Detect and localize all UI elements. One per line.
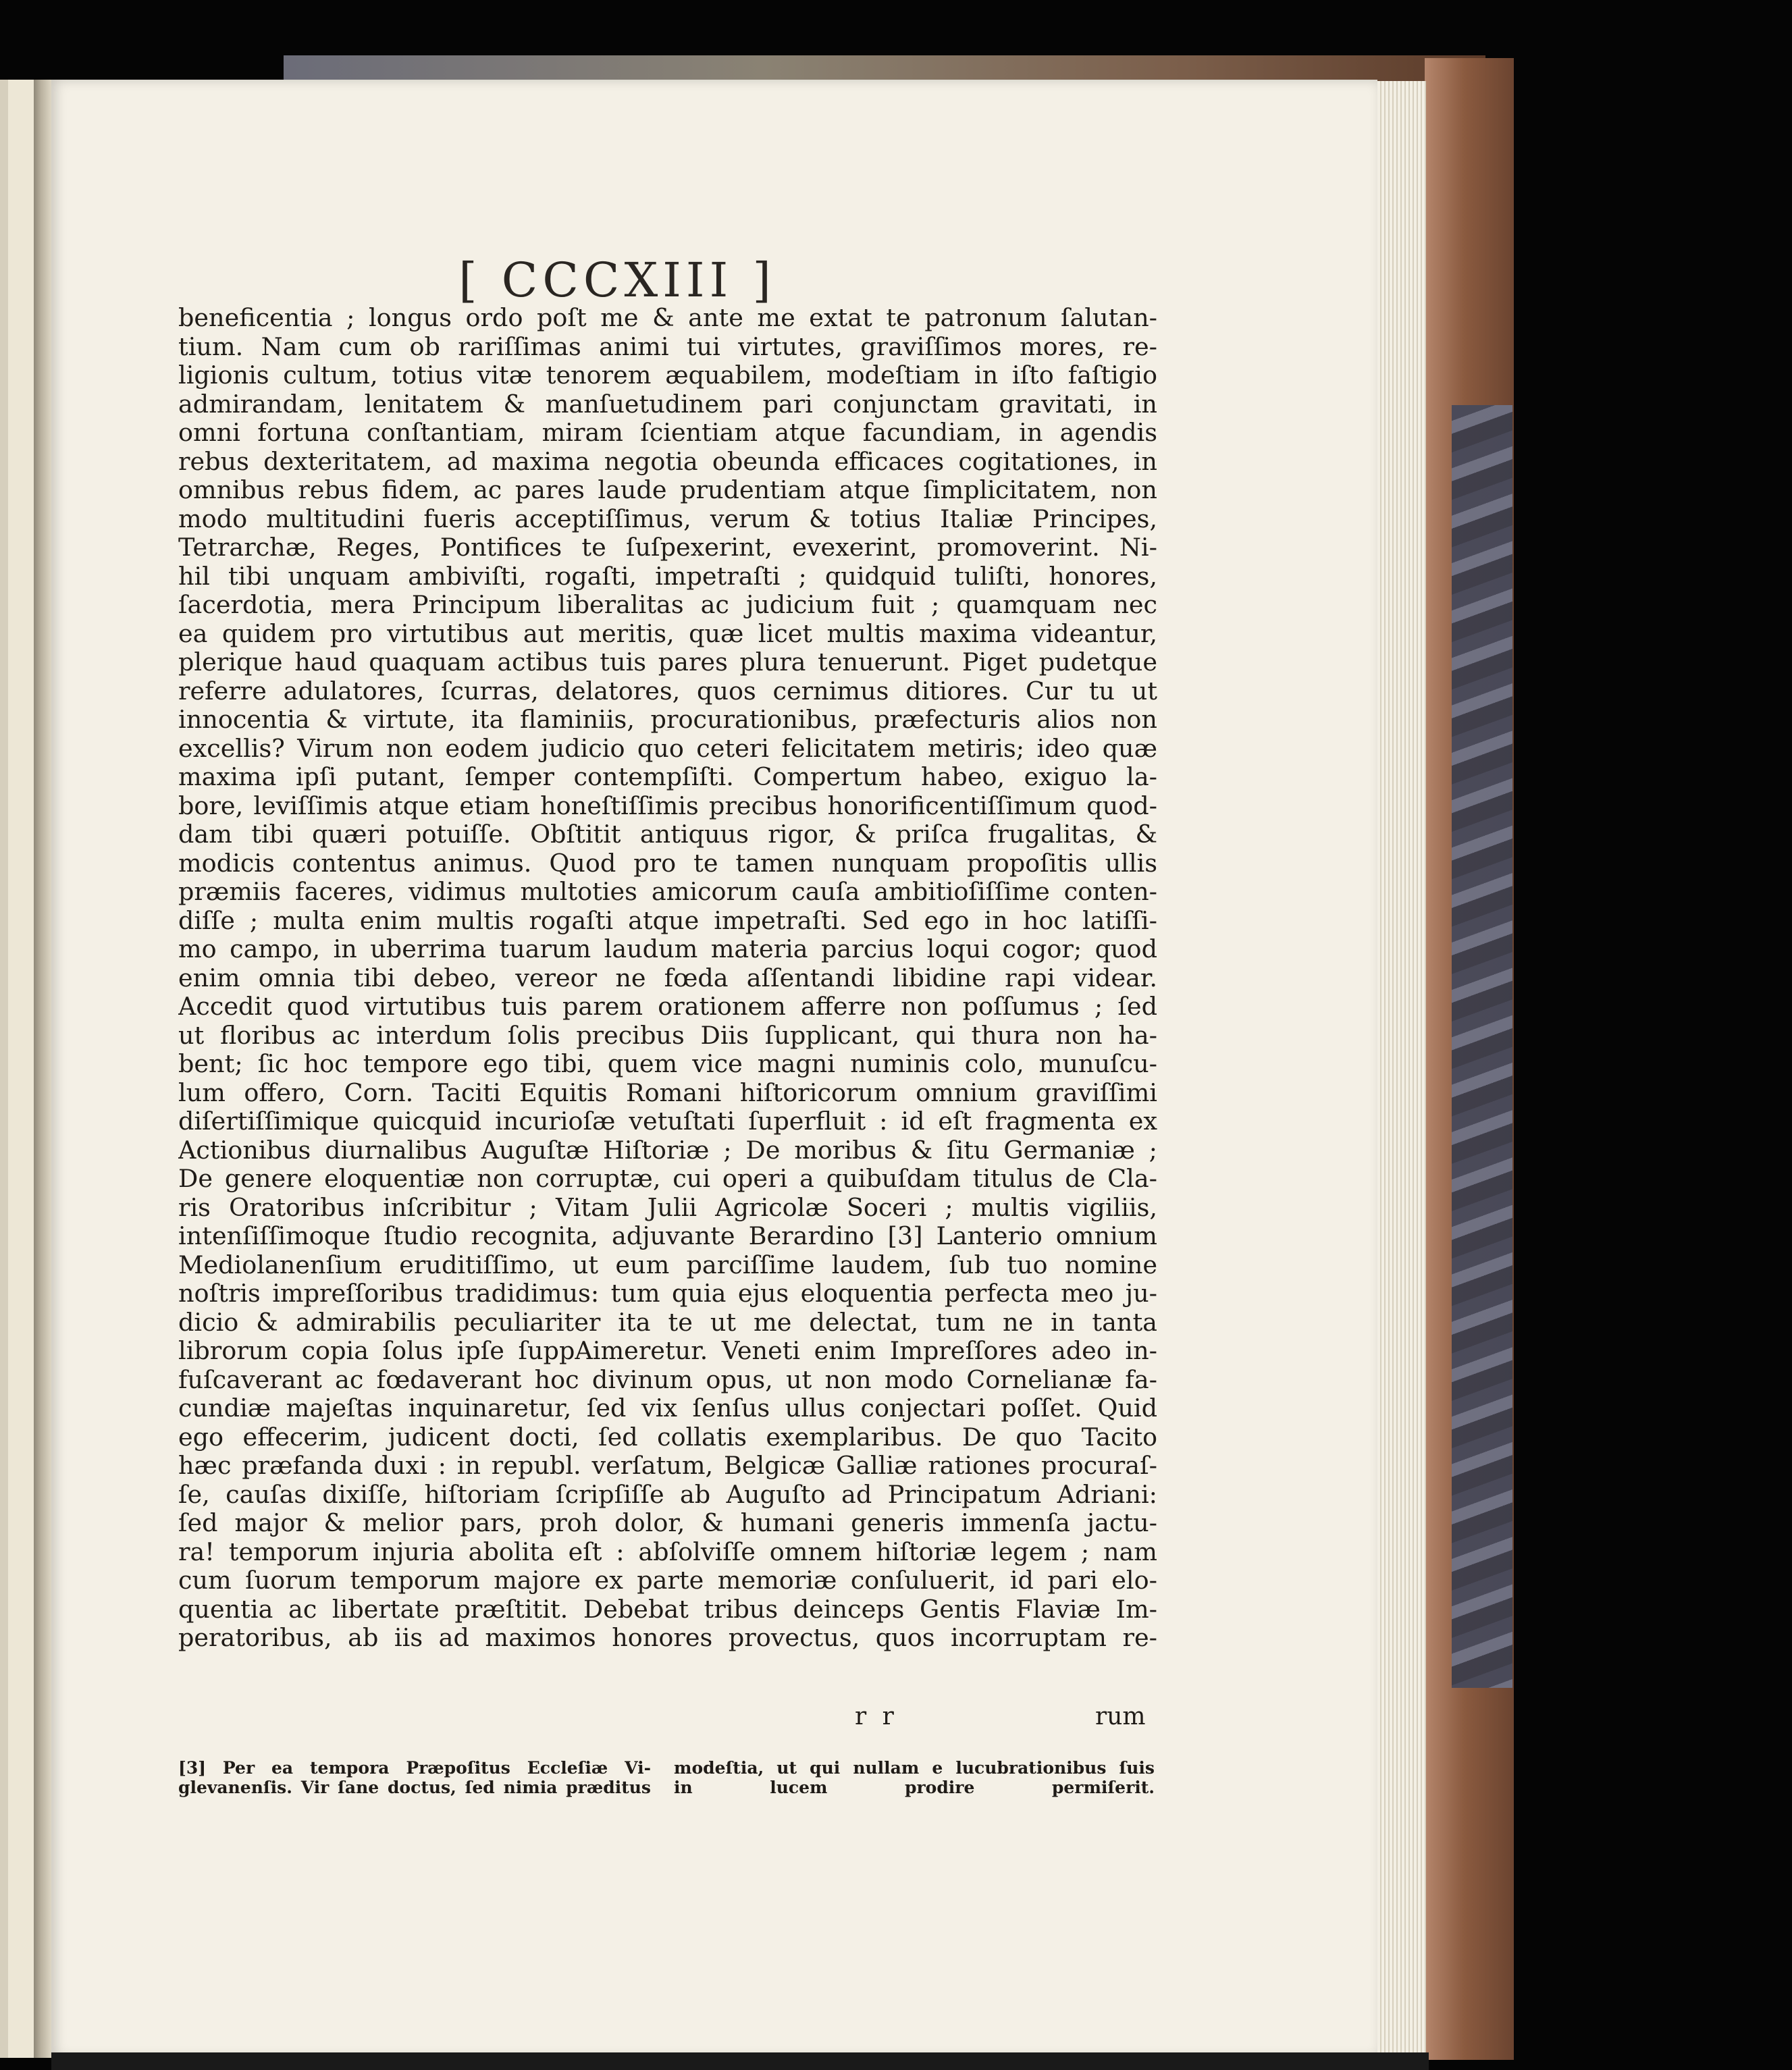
text-line: excellis? Virum non eodem judicio quo ceteri felicitatem metiris; ideo quæ (178, 734, 1157, 763)
text-line: Actionibus diurnalibus Auguſtæ Hiſtoriæ ; De moribus & ſitu Germaniæ ; (178, 1136, 1157, 1165)
text-line: ra! temporum injuria abolita eſt : abſolviſſe omnem hiſtoriæ legem ; nam (178, 1537, 1157, 1566)
footnote-left-column (178, 1758, 651, 1797)
text-line: omni fortuna conſtantiam, miram ſcientiam atque facundiam, in agendis (178, 419, 1157, 447)
text-line: ſe, cauſas dixiſſe, hiſtoriam ſcripſiſſe ab Auguſto ad Principatum Adriani: (178, 1480, 1157, 1509)
text-line: ris Oratoribus inſcribitur ; Vitam Julii Agricolæ Soceri ; multis vigiliis, (178, 1193, 1157, 1222)
text-line: De genere eloquentiæ non corruptæ, cui operi a quibuſdam titulus de Cla- (178, 1165, 1157, 1193)
text-line: ſacerdotia, mera Principum liberalitas ac judicium fuit ; quamquam nec (178, 591, 1157, 619)
text-line: enim omnia tibi debeo, vereor ne fœda aſſentandi libidine rapi videar. (178, 963, 1157, 992)
text-line: admirandam, lenitatem & manſuetudinem pari conjunctam gravitati, in (178, 390, 1157, 419)
text-line: peratoribus, ab iis ad maximos honores provectus, quos incorruptam re- (178, 1624, 1157, 1652)
footnote-line: [3] Per ea tempora Præpoſitus Eccleſiæ Vi- (178, 1758, 651, 1778)
text-line: hil tibi unquam ambiviſti, rogaſti, impetraſti ; quidquid tuliſti, honores, (178, 562, 1157, 591)
page-number-heading: [ CCCXIII ] (458, 253, 776, 308)
text-line: quentia ac libertate præſtitit. Debebat tribus deinceps Gentis Flaviæ Im- (178, 1595, 1157, 1624)
text-line: diſſe ; multa enim multis rogaſti atque impetraſti. Sed ego in hoc latiſſi- (178, 906, 1157, 935)
text-line: beneficentia ; longus ordo poſt me & ante me extat te patronum ſalutan- (178, 304, 1157, 332)
facing-page-edge (0, 80, 8, 2058)
footnote-line: glevanenſis. Vir ſane doctus, ſed nimia præditus (178, 1778, 651, 1797)
text-line: modo multitudini fueris acceptiſſimus, verum & totius Italiæ Principes, (178, 504, 1157, 533)
text-line: fuſcaverant ac fœdaverant hoc divinum opus, ut non modo Cornelianæ fa- (178, 1365, 1157, 1394)
text-line: bent; ſic hoc tempore ego tibi, quem vice magni numinis colo, munuſcu- (178, 1050, 1157, 1078)
text-line: hæc præfanda duxi : in republ. verſatum, Belgicæ Galliæ rationes procuraſ- (178, 1452, 1157, 1480)
footnote-line: in lucem prodire permiſerit. (674, 1778, 1155, 1797)
catchword: rum (1095, 1703, 1146, 1730)
text-line: librorum copia ſolus ipſe ſuppAimeretur. Veneti enim Impreſſores adeo in- (178, 1337, 1157, 1365)
body-text (178, 304, 1157, 1653)
page-block-edges (1377, 81, 1426, 2056)
text-line: bore, leviſſimis atque etiam honeſtiſſimis precibus honorificentiſſimum quod- (178, 791, 1157, 820)
book-page (51, 80, 1377, 2058)
text-line: dicio & admirabilis peculiariter ita te ut me delectat, tum ne in tanta (178, 1308, 1157, 1337)
text-line: diſertiſſimique quicquid incurioſæ vetuſtati ſuperfluit : id eſt fragmenta ex (178, 1107, 1157, 1136)
text-line: ſed major & melior pars, proh dolor, & humani generis immenſa jactu- (178, 1509, 1157, 1537)
page-bottom-shadow (51, 2052, 1429, 2070)
text-line: noſtris impreſſoribus tradidimus: tum quia ejus eloquentia perfecta meo ju- (178, 1279, 1157, 1308)
text-line: omnibus rebus fidem, ac pares laude prudentiam atque ſimplicitatem, non (178, 476, 1157, 504)
text-line: ut floribus ac interdum ſolis precibus Diis ſupplicant, qui thura non ha- (178, 1021, 1157, 1050)
footnote-line: modeſtia, ut qui nullam e lucubrationibus ſuis (674, 1758, 1155, 1778)
text-line: referre adulatores, ſcurras, delatores, quos cernimus ditiores. Cur tu ut (178, 676, 1157, 706)
text-line: cundiæ majeſtas inquinaretur, ſed vix ſenſus ullus conjectari poſſet. Quid (178, 1394, 1157, 1423)
signature-mark: r r (855, 1703, 898, 1730)
text-line: plerique haud quaquam actibus tuis pares plura tenuerunt. Piget pudetque (178, 648, 1157, 676)
text-line: mo campo, in uberrima tuarum laudum materia parcius loqui cogor; quod (178, 935, 1157, 963)
text-line: lum offero, Corn. Taciti Equitis Romani hiſtoricorum omnium graviſſimi (178, 1078, 1157, 1107)
text-line: Accedit quod virtutibus tuis parem orationem afferre non poſſumus ; ſed (178, 992, 1157, 1021)
text-line: Mediolanenſium eruditiſſimo, ut eum parciſſime laudem, ſub tuo nomine (178, 1250, 1157, 1279)
text-line: innocentia & virtute, ita flaminiis, procurationibus, præfecturis alios non (178, 706, 1157, 734)
footnote-right-column (674, 1758, 1155, 1797)
book-gutter (34, 80, 51, 2058)
text-line: præmiis faceres, vidimus multoties amicorum cauſa ambitioſiſſime conten- (178, 878, 1157, 906)
text-line: intenſiſſimoque ſtudio recognita, adjuvante Berardino [3] Lanterio omnium (178, 1222, 1157, 1250)
text-line: cum ſuorum temporum majore ex parte memoriæ conſuluerit, id pari elo- (178, 1566, 1157, 1595)
text-line: ego effecerim, judicent docti, ſed collatis exemplaribus. De quo Tacito (178, 1423, 1157, 1452)
marbled-cover-paper (1452, 405, 1512, 1688)
text-line: modicis contentus animus. Quod pro te tamen nunquam propoſitis ullis (178, 849, 1157, 878)
text-line: ea quidem pro virtutibus aut meritis, quæ licet multis maxima videantur, (178, 619, 1157, 648)
text-line: rebus dexteritatem, ad maxima negotia obeunda efficaces cogitationes, in (178, 447, 1157, 476)
text-line: maxima ipſi putant, ſemper contempſiſti. Compertum habeo, exiguo la- (178, 763, 1157, 791)
text-line: Tetrarchæ, Reges, Pontifices te ſuſpexerint, evexerint, promoverint. Ni- (178, 533, 1157, 562)
text-line: dam tibi quæri potuiſſe. Obſtitit antiquus rigor, & priſca frugalitas, & (178, 820, 1157, 849)
text-line: tium. Nam cum ob rariſſimas animi tui virtutes, graviſſimos mores, re- (178, 332, 1157, 361)
text-line: ligionis cultum, totius vitæ tenorem æquabilem, modeſtiam in iſto faſtigio (178, 361, 1157, 390)
